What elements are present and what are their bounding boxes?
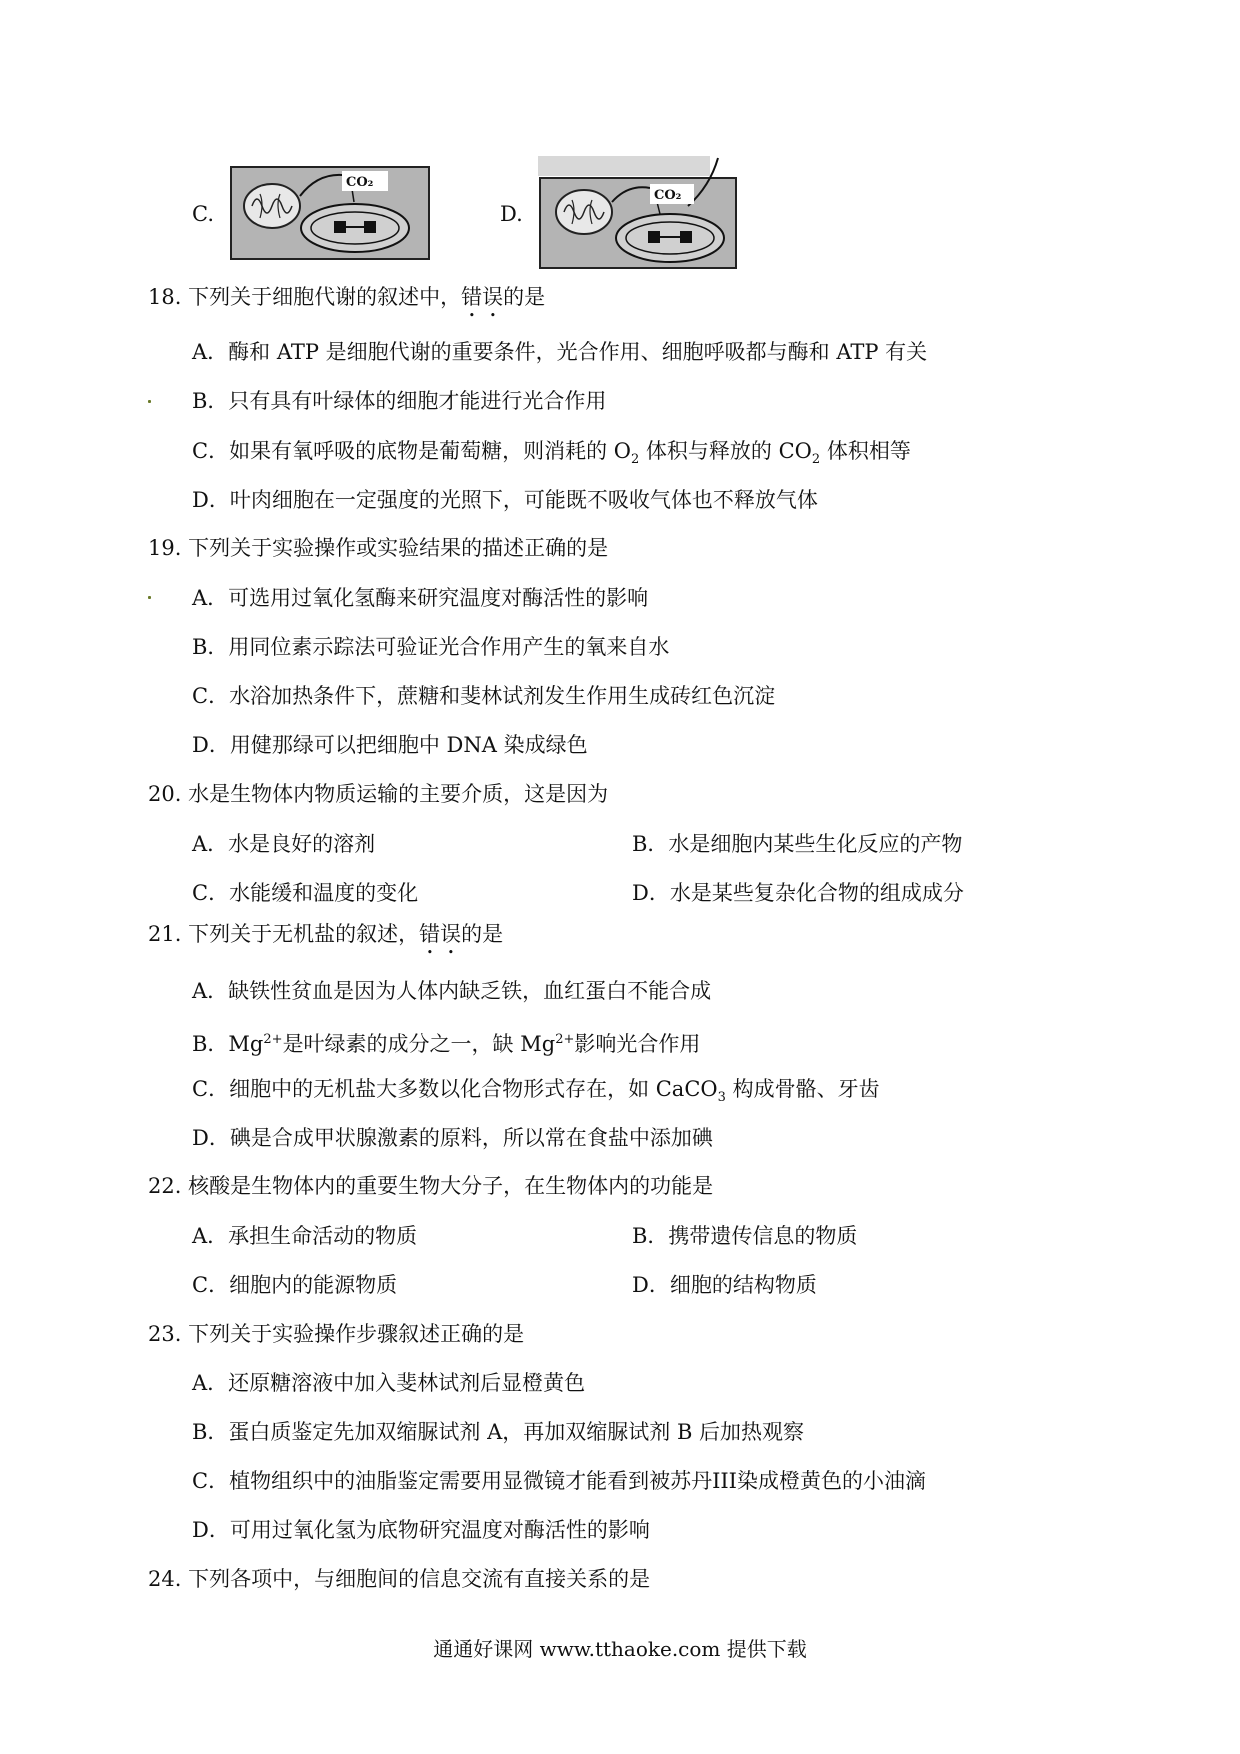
question-23-option-c: C．植物组织中的油脂鉴定需要用显微镜才能看到被苏丹III染成橙黄色的小油滴 <box>192 1469 926 1493</box>
question-18-option-b: B．只有具有叶绿体的细胞才能进行光合作用 <box>192 389 607 413</box>
question-23-option-a: A．还原糖溶液中加入斐林试剂后显橙黄色 <box>192 1371 586 1395</box>
question-20-option-b: B．水是细胞内某些生化反应的产物 <box>632 832 963 856</box>
figure-d-co2-label: CO₂ <box>654 188 682 203</box>
scan-dot-mark <box>148 596 151 599</box>
question-19-option-d: D．用健那绿可以把细胞中 DNA 染成绿色 <box>192 733 588 757</box>
question-23-option-d: D．可用过氧化氢为底物研究温度对酶活性的影响 <box>192 1518 650 1542</box>
question-22-option-c: C．细胞内的能源物质 <box>192 1273 398 1297</box>
question-18-stem: 18. 下列关于细胞代谢的叙述中，错误的是 <box>148 285 546 309</box>
question-20-option-d: D．水是某些复杂化合物的组成成分 <box>632 881 964 905</box>
question-20-option-c: C．水能缓和温度的变化 <box>192 881 419 905</box>
figure-d-label: D. <box>500 202 523 226</box>
question-19-option-c: C．水浴加热条件下，蔗糖和斐林试剂发生作用生成砖红色沉淀 <box>192 684 776 708</box>
question-18-option-d: D．叶肉细胞在一定强度的光照下，可能既不吸收气体也不释放气体 <box>192 488 818 512</box>
question-23-option-b: B．蛋白质鉴定先加双缩脲试剂 A，再加双缩脲试剂 B 后加热观察 <box>192 1420 805 1444</box>
question-23-stem: 23. 下列关于实验操作步骤叙述正确的是 <box>148 1322 525 1346</box>
question-19-option-b: B．用同位素示踪法可验证光合作用产生的氧来自水 <box>192 635 670 659</box>
figure-c-label: C. <box>192 202 214 226</box>
question-18-option-c: C．如果有氧呼吸的底物是葡萄糖，则消耗的 $O_2$ 体积与释放的 $CO_2$ 体积相等 <box>192 439 911 468</box>
question-24-stem: 24. 下列各项中，与细胞间的信息交流有直接关系的是 <box>148 1567 651 1591</box>
figure-d-diagram <box>538 156 738 270</box>
question-19-option-a: A．可选用过氧化氢酶来研究温度对酶活性的影响 <box>192 586 649 610</box>
question-22-option-a: A．承担生命活动的物质 <box>192 1224 418 1248</box>
question-21-option-d: D．碘是合成甲状腺激素的原料，所以常在食盐中添加碘 <box>192 1126 713 1150</box>
question-21-option-b: B．$Mg^{2+}$是叶绿素的成分之一，缺 $Mg^{2+}$影响光合作用 <box>192 1032 701 1056</box>
question-21-option-a: A．缺铁性贫血是因为人体内缺乏铁，血红蛋白不能合成 <box>192 979 712 1003</box>
question-22-option-b: B．携带遗传信息的物质 <box>632 1224 858 1248</box>
question-21-option-c: C．细胞中的无机盐大多数以化合物形式存在，如 CaCO$_3$ 构成骨骼、牙齿 <box>192 1077 880 1106</box>
question-20-option-a: A．水是良好的溶剂 <box>192 832 376 856</box>
question-22-stem: 22. 核酸是生物体内的重要生物大分子，在生物体内的功能是 <box>148 1174 714 1198</box>
figure-c-co2-label: CO₂ <box>346 175 374 190</box>
question-20-stem: 20. 水是生物体内物质运输的主要介质，这是因为 <box>148 782 609 806</box>
question-22-option-d: D．细胞的结构物质 <box>632 1273 817 1297</box>
scan-dot-mark <box>148 400 151 403</box>
page-footer: 通通好课网 www.tthaoke.com 提供下载 <box>433 1637 807 1661</box>
question-21-stem: 21. 下列关于无机盐的叙述，错误的是 <box>148 922 504 946</box>
question-18-option-a: A．酶和 ATP 是细胞代谢的重要条件，光合作用、细胞呼吸都与酶和 ATP 有关 <box>192 340 928 364</box>
question-19-stem: 19. 下列关于实验操作或实验结果的描述正确的是 <box>148 536 609 560</box>
figure-c-diagram <box>230 166 430 260</box>
